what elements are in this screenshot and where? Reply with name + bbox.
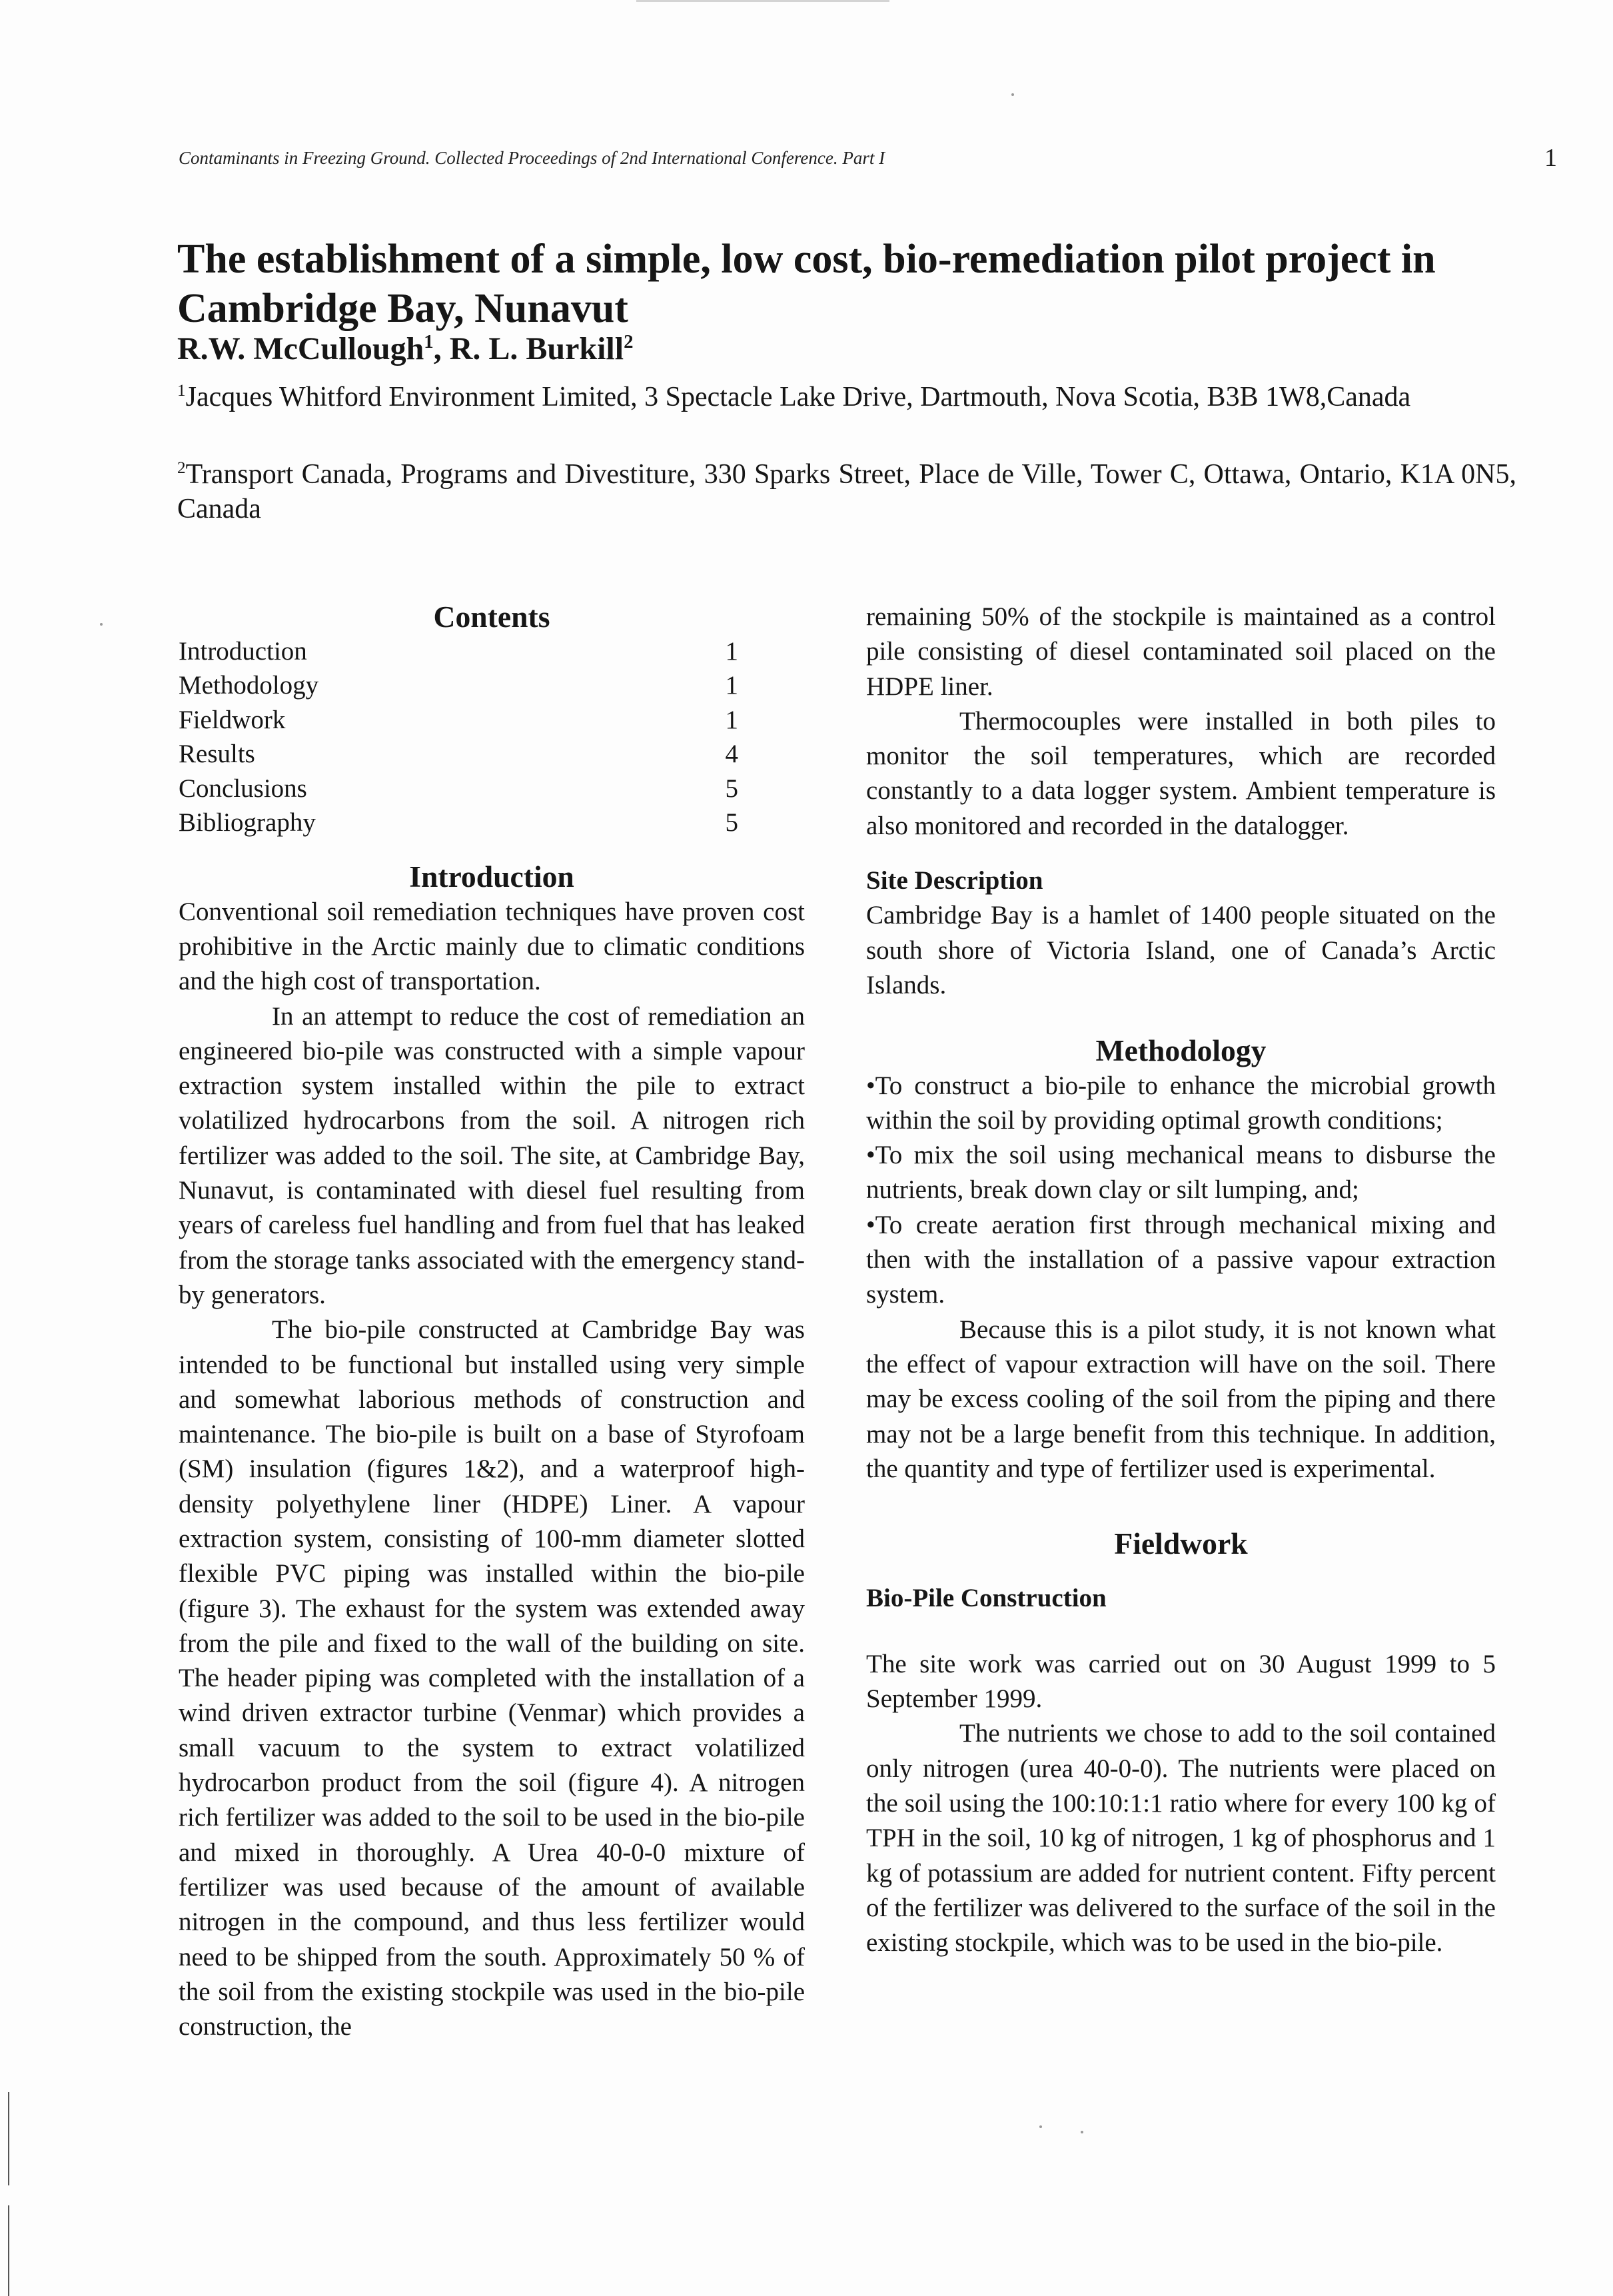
affiliation-text: Jacques Whitford Environment Limited, 3 Spectacle Lake Drive, Dartmouth, Nova Scotia, B3B 1W8,Canada (185, 382, 1411, 412)
contents-entry[interactable] (179, 703, 805, 737)
contents-entry[interactable] (179, 806, 805, 840)
scan-speck (1081, 2131, 1083, 2133)
contents-entry[interactable] (179, 772, 805, 806)
introduction-heading: Introduction (409, 860, 574, 894)
contents-entry-label: Introduction (179, 637, 307, 666)
running-head: Contaminants in Freezing Ground. Collected Proceedings of 2nd International Conference. Part I (179, 148, 885, 168)
body-paragraph: The site work was carried out on 30 August 1999 to 5 September 1999. (866, 1649, 1496, 1714)
affiliation (177, 457, 1516, 526)
contents-heading: Contents (433, 600, 550, 634)
body-paragraph: Conventional soil remediation techniques have proven cost prohibitive in the Arctic mainly due to climatic conditions and the high cost of transportation. (179, 897, 805, 996)
author-separator: , (433, 331, 450, 366)
author-superscript: 2 (624, 331, 634, 352)
methodology-bullet: •To create aeration first through mechanical mixing and then with the installation of a passive vapour extraction system. (866, 1210, 1496, 1309)
scan-artifact-left-edge (8, 2092, 9, 2185)
methodology-heading: Methodology (1095, 1033, 1267, 1068)
affiliation-text: Transport Canada, Programs and Divestiture, 330 Sparks Street, Place de Ville, Tower C, Ottawa, Ontario, K1A 0N5, Canada (177, 459, 1516, 524)
body-paragraph: Thermocouples were installed in both piles to monitor the soil temperatures, which are recorded constantly to a data logger system. Ambient temperature is also monitored and recorded in the datalogger. (866, 706, 1496, 840)
body-paragraph: Cambridge Bay is a hamlet of 1400 people situated on the south shore of Victoria Island, one of Canada’s Arctic Islands. (866, 901, 1496, 999)
author-name: R. L. Burkill (449, 331, 624, 366)
body-paragraph: The nutrients we chose to add to the soil contained only nitrogen (urea 40-0-0). The nutrients were placed on the soil using the 100:10:1:1 ratio where for every 100 kg of TPH in the soil, 10 kg of nitrogen, 1 kg of phosphorus and 1 kg of potassium are added for nutrient content. Fifty percent of the fertilizer was delivered to the surface of the soil in the existing stockpile, which was to be used in the bio-pile. (866, 1719, 1496, 1958)
contents-entry-page: 5 (725, 774, 738, 803)
body-paragraph: remaining 50% of the stockpile is maintained as a control pile consisting of diesel contaminated soil placed on the HDPE liner. (866, 602, 1496, 701)
affiliation (177, 380, 1516, 414)
methodology-bullet: •To mix the soil using mechanical means to disburse the nutrients, break down clay or silt lumping, and; (866, 1141, 1496, 1205)
left-column (179, 600, 805, 2044)
contents-entry-page: 1 (725, 671, 738, 700)
contents-entry[interactable] (179, 668, 805, 702)
scan-speck (1039, 2125, 1042, 2128)
paper-title: The establishment of a simple, low cost, bio-remediation pilot project in Cambridge Bay, Nunavut (177, 237, 1436, 331)
contents-entry-page: 4 (725, 740, 738, 769)
author-superscript: 1 (424, 331, 434, 352)
author-name: R.W. McCullough (177, 331, 424, 366)
contents-entry-page: 5 (725, 808, 738, 837)
scan-artifact-left-edge (8, 2205, 9, 2296)
site-description-heading: Site Description (866, 866, 1043, 895)
contents-entry-page: 1 (725, 705, 738, 734)
contents-entry-label: Results (179, 740, 255, 769)
contents-entry-label: Methodology (179, 671, 319, 700)
contents-entry-label: Bibliography (179, 808, 316, 837)
contents-entry-label: Conclusions (179, 774, 307, 803)
fieldwork-heading: Fieldwork (1114, 1526, 1248, 1561)
bio-pile-construction-heading: Bio-Pile Construction (866, 1584, 1107, 1613)
contents-entry[interactable] (179, 634, 805, 668)
body-paragraph: Because this is a pilot study, it is not known what the effect of vapour extraction will have on the soil. There may be excess cooling of the soil from the piping and there may not be a large benefit from this technique. In addition, the quantity and type of fertilizer used is experimental. (866, 1315, 1496, 1483)
affiliation-superscript: 2 (177, 459, 186, 477)
body-paragraph: The bio-pile constructed at Cambridge Bay was intended to be functional but installed using very simple and somewhat laborious methods of construction and maintenance. The bio-pile is built on a base of Styrofoam (SM) insulation (figures 1&2), and a waterproof high-density polyethylene liner (HDPE) Liner. A vapour extraction system, consisting of 100-mm diameter slotted flexible PVC piping was installed within the bio-pile (figure 3). The exhaust for the system was extended away from the pile and fixed to the wall of the building on site. The header piping was completed with the installation of a wind driven extractor turbine (Venmar) which provides a small vacuum to the system to extract volatilized hydrocarbon product from the soil (figure 4). A nitrogen rich fertilizer was added to the soil to be used in the bio-pile and mixed in thoroughly. A Urea 40-0-0 mixture of fertilizer was used because of the amount of available nitrogen in the compound, and thus less fertilizer would need to be shipped from the south. Approximately 50 % of the soil from the existing stockpile was used in the bio-pile construction, the (179, 1315, 805, 2041)
body-paragraph: In an attempt to reduce the cost of remediation an engineered bio-pile was constructed with a simple vapour extraction system installed within the pile to extract volatilized hydrocarbons from the soil. A nitrogen rich fertilizer was added to the soil. The site, at Cambridge Bay, Nunavut, is contaminated with diesel fuel resulting from years of careless fuel handling and from fuel that has leaked from the storage tanks associated with the emergency stand-by generators. (179, 1001, 805, 1309)
scan-speck (1011, 93, 1014, 96)
contents-entry[interactable] (179, 737, 805, 771)
right-column (866, 600, 1496, 1960)
author-line (177, 330, 634, 367)
methodology-bullet: •To construct a bio-pile to enhance the microbial growth within the soil by providing optimal growth conditions; (866, 1071, 1496, 1135)
scan-artifact-top (636, 0, 889, 2)
affiliation-superscript: 1 (177, 382, 186, 400)
page-number: 1 (1544, 144, 1557, 172)
contents-list (179, 634, 805, 840)
contents-entry-label: Fieldwork (179, 705, 286, 734)
scan-speck (100, 623, 103, 626)
contents-entry-page: 1 (725, 637, 738, 666)
